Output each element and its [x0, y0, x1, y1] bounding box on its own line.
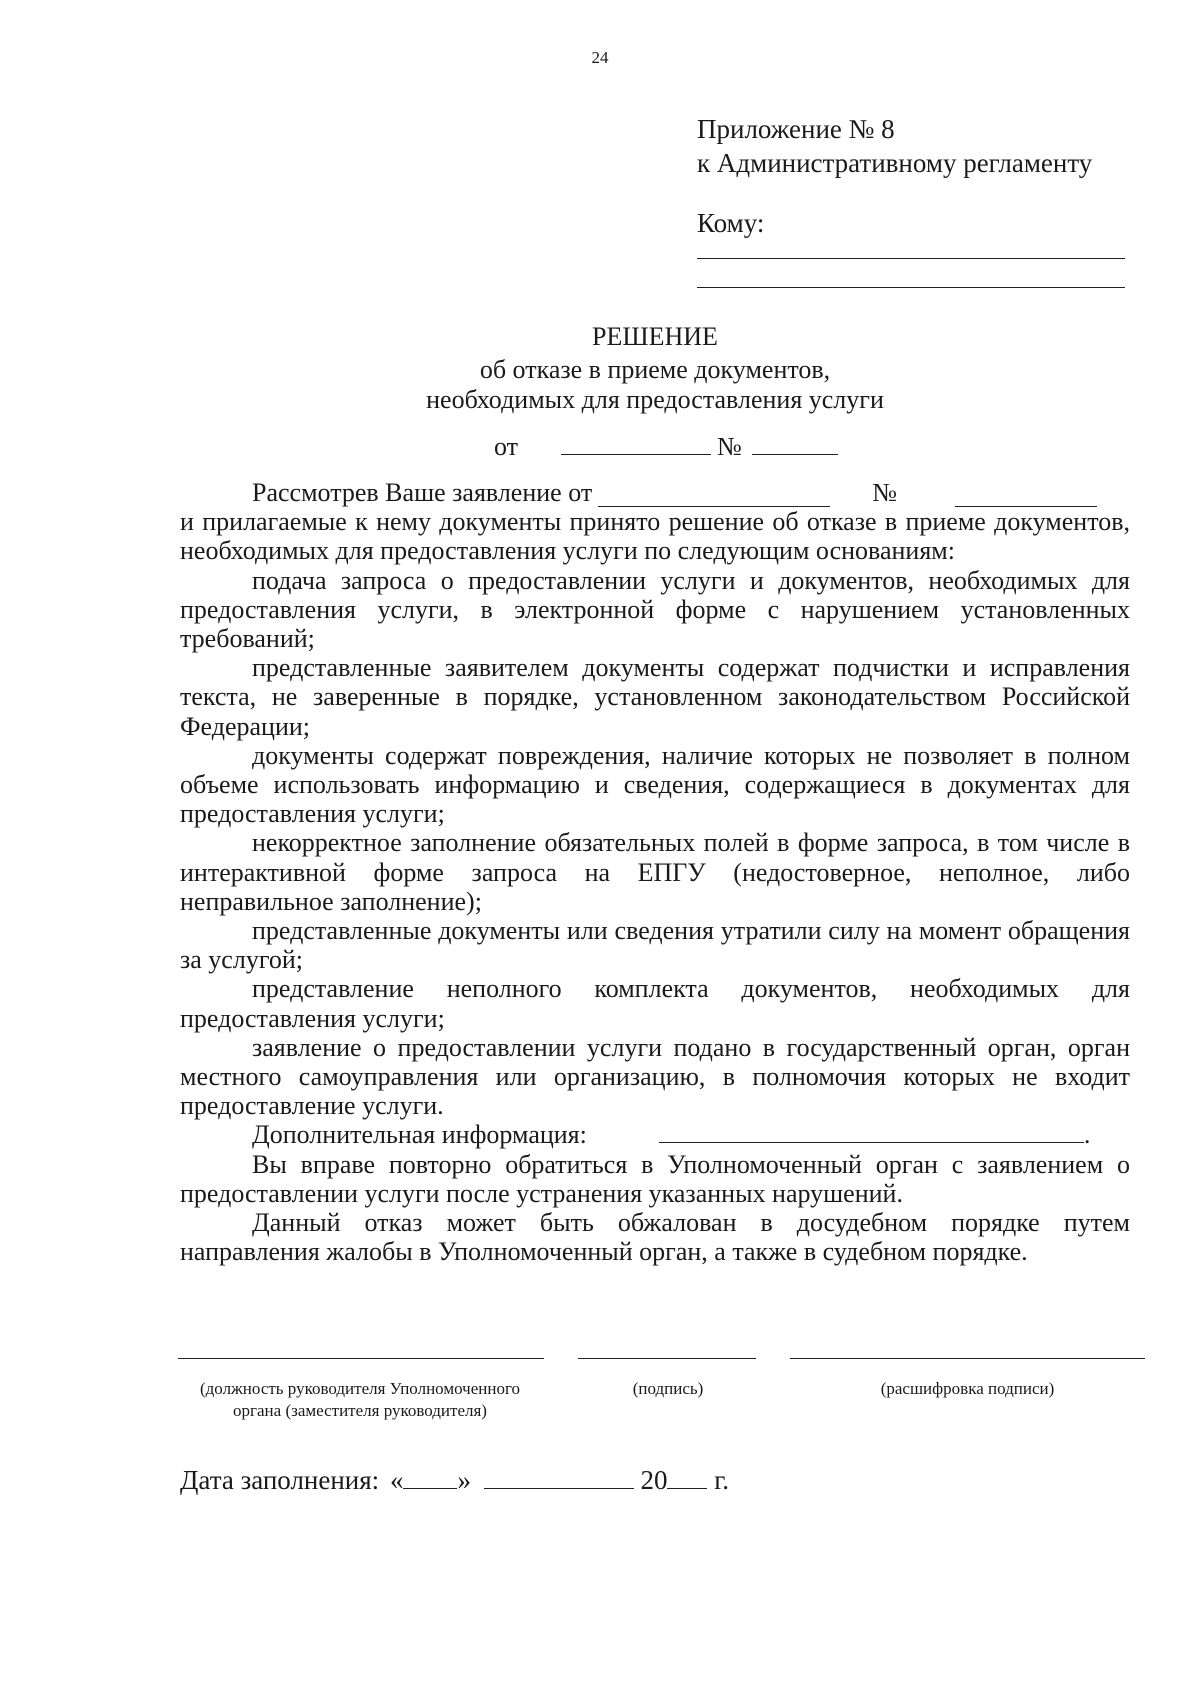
- close-quote: »: [457, 1465, 471, 1495]
- decision-number-field[interactable]: [752, 432, 838, 455]
- position-signature-line[interactable]: [178, 1358, 544, 1359]
- recipient-line-2[interactable]: [697, 287, 1125, 288]
- intro-number-sign: №: [872, 478, 898, 507]
- decoding-caption: (расшифровка подписи): [880, 1379, 1055, 1398]
- number-sign: №: [717, 432, 742, 461]
- decision-date-number-line: [494, 432, 838, 462]
- fill-year-field[interactable]: [667, 1466, 707, 1489]
- decision-body: [180, 478, 1130, 1266]
- ground-item: заявление о предоставлении услуги подано в государственный орган, орган местного самоуправления или организацию, в полномочия которых не входит предоставление услуги.: [180, 1032, 1130, 1121]
- additional-info-line: [180, 1120, 1130, 1149]
- fill-date-label: Дата заполнения:: [180, 1465, 380, 1495]
- fill-date-line: [180, 1465, 729, 1496]
- document-title: РЕШЕНИЕ: [592, 322, 718, 351]
- open-quote: «: [389, 1465, 404, 1495]
- appendix-header: [697, 112, 1092, 180]
- year-prefix: 20: [640, 1465, 668, 1495]
- appendix-number: Приложение № 8: [697, 114, 895, 144]
- signature-line[interactable]: [578, 1358, 756, 1359]
- position-caption: (должность руководителя Уполномоченного органа (заместителя руководителя): [199, 1379, 520, 1420]
- ground-item: документы содержат повреждения, наличие которых не позволяет в полном объеме использовать информацию и сведения, содержащиеся в документах для предоставления услуги;: [180, 740, 1130, 829]
- document-subtitle-line-2: необходимых для предоставления услуги: [426, 385, 884, 414]
- year-suffix: г.: [714, 1465, 729, 1495]
- application-date-field[interactable]: [598, 484, 830, 507]
- ground-item: некорректное заполнение обязательных полей в форме запроса, в том числе в интерактивной форме запроса на ЕПГУ (недостоверное, неполное, либо неправильное заполнение);: [180, 828, 1130, 916]
- ground-item: подача запроса о предоставлении услуги и документов, необходимых для предоставления услуги, в электронной форме с нарушением установленных требований;: [180, 565, 1130, 654]
- additional-info-field[interactable]: [659, 1120, 1084, 1143]
- page-number: 24: [591, 48, 609, 67]
- ground-item: представленные заявителем документы содержат подчистки и исправления текста, не заверенные в порядке, установленном законодательством Российской Федерации;: [180, 653, 1130, 741]
- reapply-text: Вы вправе повторно обратиться в Уполномоченный орган с заявлением о предоставлении услуги после устранения указанных нарушений.: [180, 1149, 1130, 1208]
- additional-info-end: .: [1083, 1120, 1091, 1150]
- additional-info-label: Дополнительная информация:: [252, 1120, 587, 1150]
- decoding-signature-line[interactable]: [790, 1358, 1145, 1359]
- fill-day-field[interactable]: [403, 1466, 457, 1489]
- application-number-field[interactable]: [955, 484, 1097, 507]
- fill-month-field[interactable]: [484, 1466, 634, 1489]
- signature-caption: (подпись): [632, 1379, 704, 1398]
- recipient-label: Кому:: [697, 208, 765, 238]
- intro-rest: и прилагаемые к нему документы принято решение об отказе в приеме документов, необходимых для предоставления услуги по следующим основаниям:: [180, 507, 1130, 566]
- ground-item: представленные документы или сведения утратили силу на момент обращения за услугой;: [180, 916, 1130, 975]
- recipient-line-1[interactable]: [697, 258, 1125, 259]
- appendix-reference: к Административному регламенту: [697, 148, 1093, 178]
- intro-line: [180, 478, 1130, 507]
- appeal-text: Данный отказ может быть обжалован в досудебном порядке путем направления жалобы в Уполномоченный орган, а также в судебном порядке.: [180, 1208, 1130, 1267]
- date-prefix: от: [494, 432, 519, 461]
- ground-item: представление неполного комплекта документов, необходимых для предоставления услуги;: [180, 974, 1130, 1033]
- decision-date-field[interactable]: [561, 432, 711, 455]
- intro-start: Рассмотрев Ваше заявление от: [252, 478, 593, 507]
- document-subtitle-line-1: об отказе в приеме документов,: [479, 355, 831, 384]
